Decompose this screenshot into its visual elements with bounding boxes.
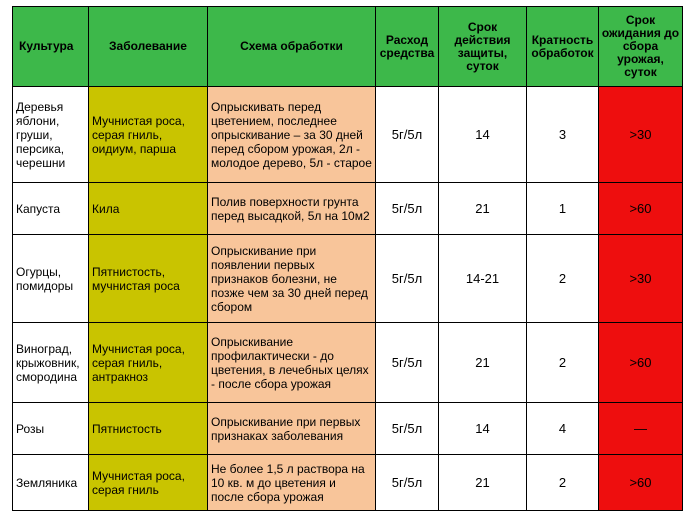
disease-cell: Мучнистая роса, серая гниль: [89, 455, 208, 511]
treatment-table: [12, 6, 683, 511]
duration-cell: 21: [439, 455, 527, 511]
frequency-cell: 2: [527, 323, 599, 403]
table-row: [13, 183, 683, 235]
rate-cell: 5г/5л: [376, 455, 439, 511]
waiting-cell: >30: [599, 235, 683, 323]
crop-cell: Деревья яблони, груши, персика, черешни: [13, 87, 89, 183]
rate-cell: 5г/5л: [376, 183, 439, 235]
crop-cell: Земляника: [13, 455, 89, 511]
frequency-cell: 2: [527, 455, 599, 511]
waiting-cell: >30: [599, 87, 683, 183]
waiting-cell: —: [599, 403, 683, 455]
scheme-cell: Не более 1,5 л раствора на 10 кв. м до цветения и после сбора урожая: [208, 455, 376, 511]
header-scheme: Схема обработки: [208, 7, 376, 87]
waiting-cell: >60: [599, 455, 683, 511]
duration-cell: 21: [439, 323, 527, 403]
header-rate: Расход средства: [376, 7, 439, 87]
frequency-cell: 1: [527, 183, 599, 235]
crop-cell: Розы: [13, 403, 89, 455]
duration-cell: 14-21: [439, 235, 527, 323]
frequency-cell: 4: [527, 403, 599, 455]
header-disease: Заболевание: [89, 7, 208, 87]
scheme-cell: Полив поверхности грунта перед высадкой, 5л на 10м2: [208, 183, 376, 235]
table-row: [13, 87, 683, 183]
table-row: [13, 235, 683, 323]
disease-cell: Пятнистость: [89, 403, 208, 455]
waiting-cell: >60: [599, 183, 683, 235]
duration-cell: 21: [439, 183, 527, 235]
header-crop: Культура: [13, 7, 89, 87]
table-body: [13, 87, 683, 511]
scheme-cell: Опрыскивание профилактически - до цветения, в лечебных целях - после сбора урожая: [208, 323, 376, 403]
waiting-cell: >60: [599, 323, 683, 403]
crop-cell: Огурцы, помидоры: [13, 235, 89, 323]
header-waiting: Срок ожидания до сбора урожая, суток: [599, 7, 683, 87]
duration-cell: 14: [439, 87, 527, 183]
header-duration: Срок действия защиты, суток: [439, 7, 527, 87]
frequency-cell: 2: [527, 235, 599, 323]
scheme-cell: Опрыскивание при появлении первых признаков болезни, не позже чем за 30 дней перед сбором: [208, 235, 376, 323]
frequency-cell: 3: [527, 87, 599, 183]
disease-cell: Кила: [89, 183, 208, 235]
crop-cell: Виноград, крыжовник, смородина: [13, 323, 89, 403]
table-row: [13, 403, 683, 455]
table-row: [13, 323, 683, 403]
rate-cell: 5г/5л: [376, 323, 439, 403]
rate-cell: 5г/5л: [376, 235, 439, 323]
header-frequency: Кратность обработок: [527, 7, 599, 87]
header-row: [13, 7, 683, 87]
disease-cell: Мучнистая роса, серая гниль, оидиум, парша: [89, 87, 208, 183]
duration-cell: 14: [439, 403, 527, 455]
crop-cell: Капуста: [13, 183, 89, 235]
table-header: [13, 7, 683, 87]
disease-cell: Мучнистая роса, серая гниль, антракноз: [89, 323, 208, 403]
scheme-cell: Опрыскивание при первых признаках заболевания: [208, 403, 376, 455]
rate-cell: 5г/5л: [376, 403, 439, 455]
disease-cell: Пятнистость, мучнистая роса: [89, 235, 208, 323]
rate-cell: 5г/5л: [376, 87, 439, 183]
scheme-cell: Опрыскивать перед цветением, последнее опрыскивание – за 30 дней перед сбором урожая, 2л - молодое дерево, 5л - старое: [208, 87, 376, 183]
table-row: [13, 455, 683, 511]
